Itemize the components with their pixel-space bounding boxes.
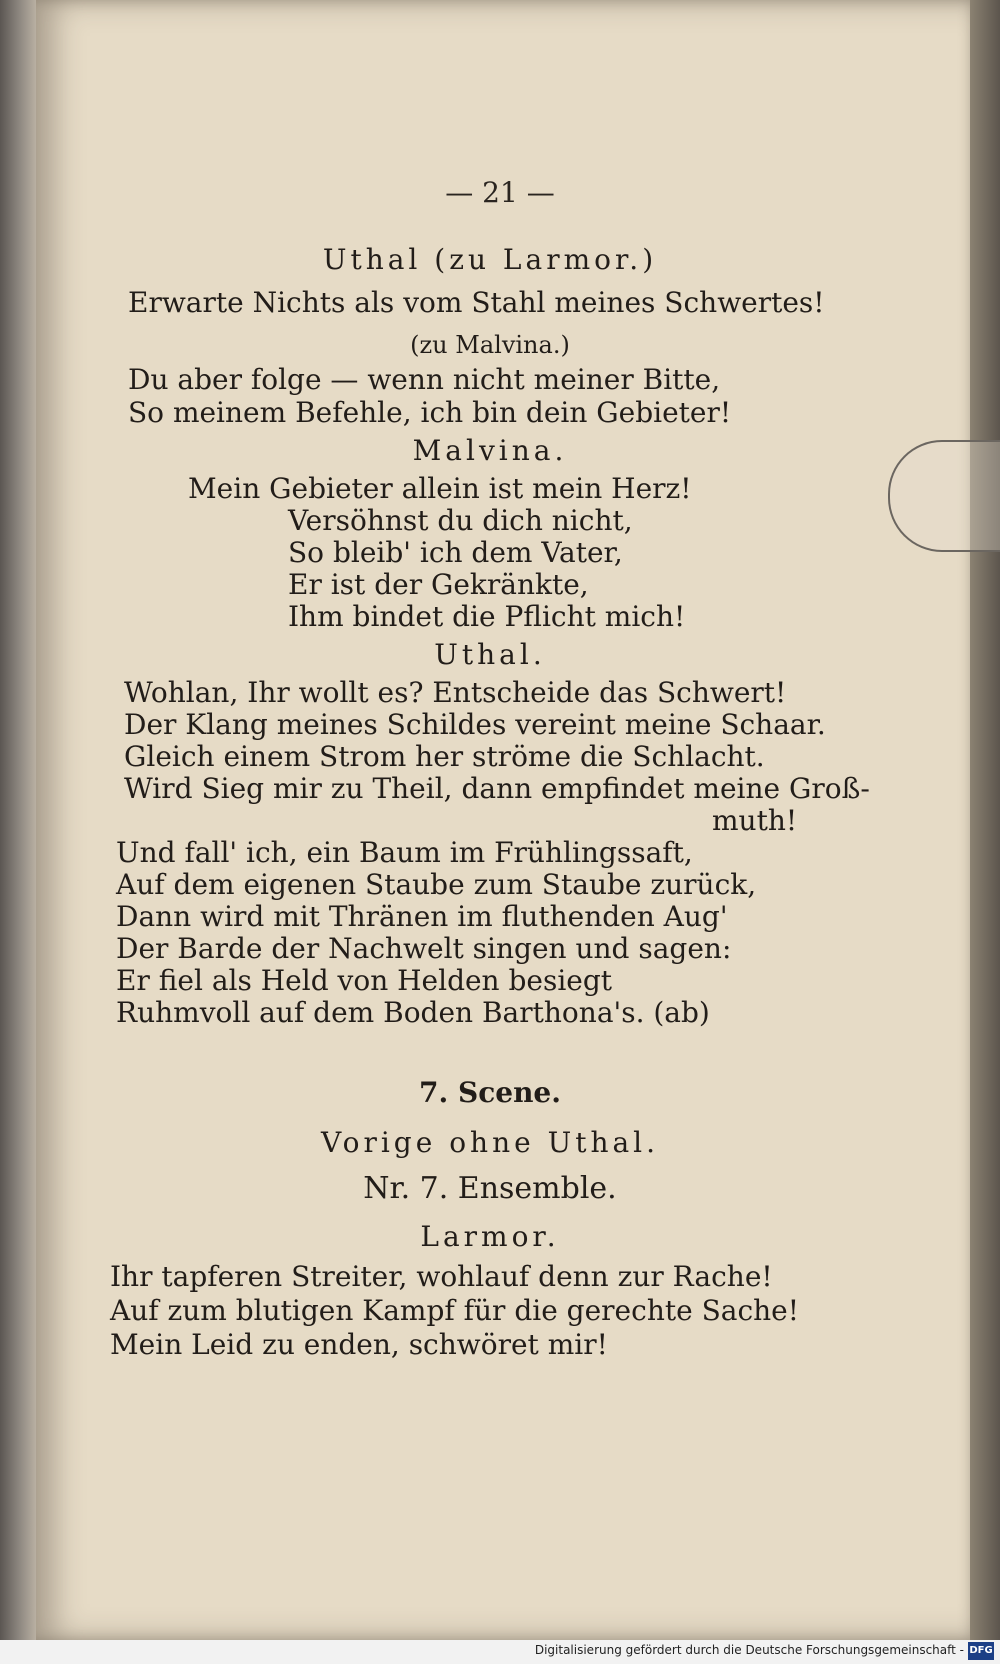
- scene-cast: Vorige ohne Uthal.: [320, 1126, 660, 1159]
- verse-line: Erwarte Nichts als vom Stahl meines Schwertes!: [128, 286, 825, 319]
- verse-line: Ihr tapferen Streiter, wohlauf denn zur Rache!: [110, 1260, 773, 1293]
- verse-line: Auf dem eigenen Staube zum Staube zurück,: [116, 868, 757, 901]
- number-heading: Nr. 7. Ensemble.: [363, 1171, 617, 1206]
- speaker-uthal: Uthal (zu Larmor.): [322, 243, 658, 276]
- funding-notice: Digitalisierung gefördert durch die Deutsche Forschungsgemeinschaft -: [534, 1643, 964, 1657]
- verse-line: Dann wird mit Thränen im fluthenden Aug': [116, 900, 728, 933]
- verse-line: Er ist der Gekränkte,: [288, 568, 589, 601]
- verse-line: Du aber folge — wenn nicht meiner Bitte,: [128, 363, 721, 396]
- verse-line: So meinem Befehle, ich bin dein Gebieter!: [128, 396, 732, 429]
- speaker-uthal: Uthal.: [434, 638, 546, 671]
- verse-line: Der Klang meines Schildes vereint meine Schaar.: [124, 708, 826, 741]
- verse-line: Und fall' ich, ein Baum im Frühlingssaft,: [116, 836, 693, 869]
- right-page-edge: [970, 0, 1000, 1664]
- scene-heading: 7. Scene.: [419, 1076, 561, 1109]
- page-number: — 21 —: [445, 176, 555, 209]
- verse-line: Ruhmvoll auf dem Boden Barthona's. (ab): [116, 996, 710, 1029]
- verse-line: Mein Leid zu enden, schwöret mir!: [110, 1328, 608, 1361]
- verse-line: Ihm bindet die Pflicht mich!: [288, 600, 686, 633]
- verse-line: Er fiel als Held von Helden besiegt: [116, 964, 613, 997]
- dfg-logo: DFG: [968, 1642, 994, 1660]
- verse-line: Mein Gebieter allein ist mein Herz!: [188, 472, 692, 505]
- speaker-malvina: Malvina.: [412, 434, 568, 467]
- verse-line: Wohlan, Ihr wollt es? Entscheide das Schwert!: [124, 676, 787, 709]
- verse-line: Versöhnst du dich nicht,: [288, 504, 633, 537]
- verse-line: So bleib' ich dem Vater,: [288, 536, 623, 569]
- verse-line: Wird Sieg mir zu Theil, dann empfindet meine Groß-: [124, 772, 870, 805]
- verse-line: Auf zum blutigen Kampf für die gerechte Sache!: [110, 1294, 799, 1327]
- speaker-larmor: Larmor.: [420, 1220, 560, 1253]
- stage-direction: (zu Malvina.): [410, 331, 570, 359]
- verse-line: Der Barde der Nachwelt singen und sagen:: [116, 932, 732, 965]
- verse-line-continuation: muth!: [712, 804, 798, 837]
- verse-line: Gleich einem Strom her ströme die Schlacht.: [124, 740, 765, 773]
